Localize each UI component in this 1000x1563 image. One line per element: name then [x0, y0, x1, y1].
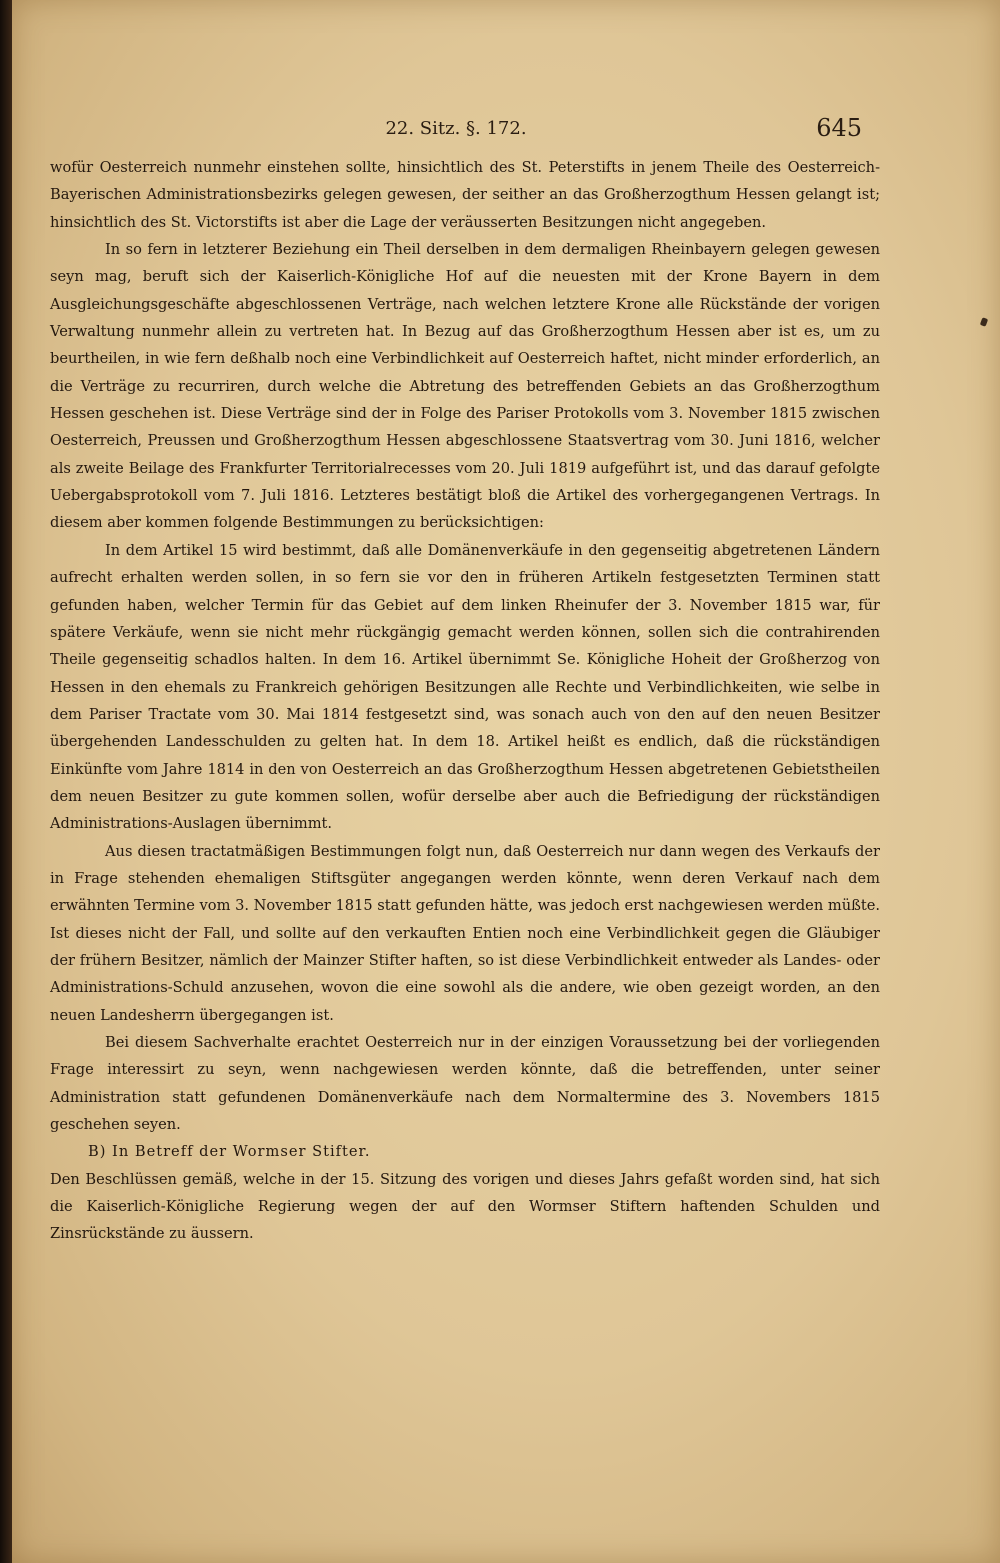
paragraph: Aus diesen tractatmäßigen Bestimmungen folgt nun, daß Oesterreich nur dann wegen des Verkaufs der in Frage stehenden ehemaligen Stiftsgüter angegangen werden könnte, wenn deren Verkauf nach dem erwähnten Termine vom 3. November 1815 statt gefunden hätte, was jedoch erst nachgewiesen werden müßte. Ist dieses nicht der Fall, und sollte auf den verkauften Entien noch eine Verbindlichkeit gegen die Gläubiger der frühern Besitzer, nämlich der Mainzer Stifter haften, so ist diese Verbindlichkeit entweder als Landes- oder Administrations-Schuld anzusehen, wovon die eine sowohl als die andere, wie oben gezeigt worden, an den neuen Landesherrn übergegangen ist. — [50, 842, 880, 1024]
page-number: 645 — [816, 114, 862, 142]
section-heading: B) In Betreff der Wormser Stifter. — [88, 1143, 371, 1161]
page-header — [12, 114, 1000, 148]
paragraph-continuation: wofür Oesterreich nunmehr einstehen sollte, hinsichtlich des St. Peterstifts in jenem Theile des Oesterreich-Bayerischen Administrationsbezirks gelegen gewesen, der seither an das Großherzogthum Hessen gelangt ist; hinsichtlich des St. Victorstifts ist aber die Lage der veräusserten Besitzungen nicht angegeben. — [50, 159, 880, 231]
paragraph: In so fern in letzterer Beziehung ein Theil derselben in dem dermaligen Rheinbayern gelegen gewesen seyn mag, beruft sich der Kaiserlich-Königliche Hof auf die neuesten mit der Krone Bayern in dem Ausgleichungsgeschäfte abgeschlossenen Verträge, nach welchen letztere Krone alle Rückstände der vorigen Verwaltung nunmehr allein zu vertreten hat. In Bezug auf das Großherzogthum Hessen aber ist es, um zu beurtheilen, in wie fern deßhalb noch eine Verbindlichkeit auf Oesterreich haftet, nicht minder erforderlich, an die Verträge zu recurriren, durch welche die Abtretung des betreffenden Gebiets an das Großherzogthum Hessen geschehen ist. Diese Verträge sind der in Folge des Pariser Protokolls vom 3. November 1815 zwischen Oesterreich, Preussen und Großherzogthum Hessen abgeschlossene Staatsvertrag vom 30. Juni 1816, welcher als zweite Beilage des Frankfurter Territorialrecesses vom 20. Juli 1819 aufgeführt ist, und das darauf gefolgte Uebergabsprotokoll vom 7. Juli 1816. Letzteres bestätigt bloß die Artikel des vorhergegangenen Vertrags. In diesem aber kommen folgende Bestimmungen zu berücksichtigen: — [50, 241, 880, 532]
book-spine-edge — [0, 0, 12, 1563]
paragraph: Bei diesem Sachverhalte erachtet Oesterreich nur in der einzigen Voraussetzung bei der vorliegenden Frage interessirt zu seyn, wenn nachgewiesen werden könnte, daß die betreffenden, unter seiner Administration statt gefundenen Domänenverkäufe nach dem Normaltermine des 3. Novembers 1815 geschehen seyen. — [50, 1034, 880, 1134]
body-text — [50, 154, 880, 1248]
running-head: 22. Sitz. §. 172. — [385, 118, 527, 139]
margin-mark — [980, 317, 988, 327]
paragraph: In dem Artikel 15 wird bestimmt, daß alle Domänenverkäufe in den gegenseitig abgetretenen Ländern aufrecht erhalten werden sollen, in so fern sie vor den in früheren Artikeln festgesetzten Terminen statt gefunden haben, welcher Termin für das Gebiet auf dem linken Rheinufer der 3. November 1815 war, für spätere Verkäufe, wenn sie nicht mehr rückgängig gemacht werden können, sollen sich die contrahirenden Theile gegenseitig schadlos halten. In dem 16. Artikel übernimmt Se. Königliche Hoheit der Großherzog von Hessen in den ehemals zu Frankreich gehörigen Besitzungen alle Rechte und Verbindlichkeiten, wie selbe in dem Pariser Tractate vom 30. Mai 1814 festgesetzt sind, was sonach auch von den auf den neuen Besitzer übergehenden Landesschulden zu gelten hat. In dem 18. Artikel heißt es endlich, daß die rückständigen Einkünfte vom Jahre 1814 in den von Oesterreich an das Großherzogthum Hessen abgetretenen Gebietstheilen dem neuen Besitzer zu gute kommen sollen, wofür derselbe aber auch die Befriedigung der rückständigen Administrations-Auslagen übernimmt. — [50, 541, 880, 833]
paragraph: Den Beschlüssen gemäß, welche in der 15. Sitzung des vorigen und dieses Jahrs gefaßt worden sind, hat sich die Kaiserlich-Königliche Regierung wegen der auf den Wormser Stiftern haftenden Schulden und Zinsrückstände zu äussern. — [50, 1170, 880, 1243]
book-page — [12, 0, 1000, 1563]
